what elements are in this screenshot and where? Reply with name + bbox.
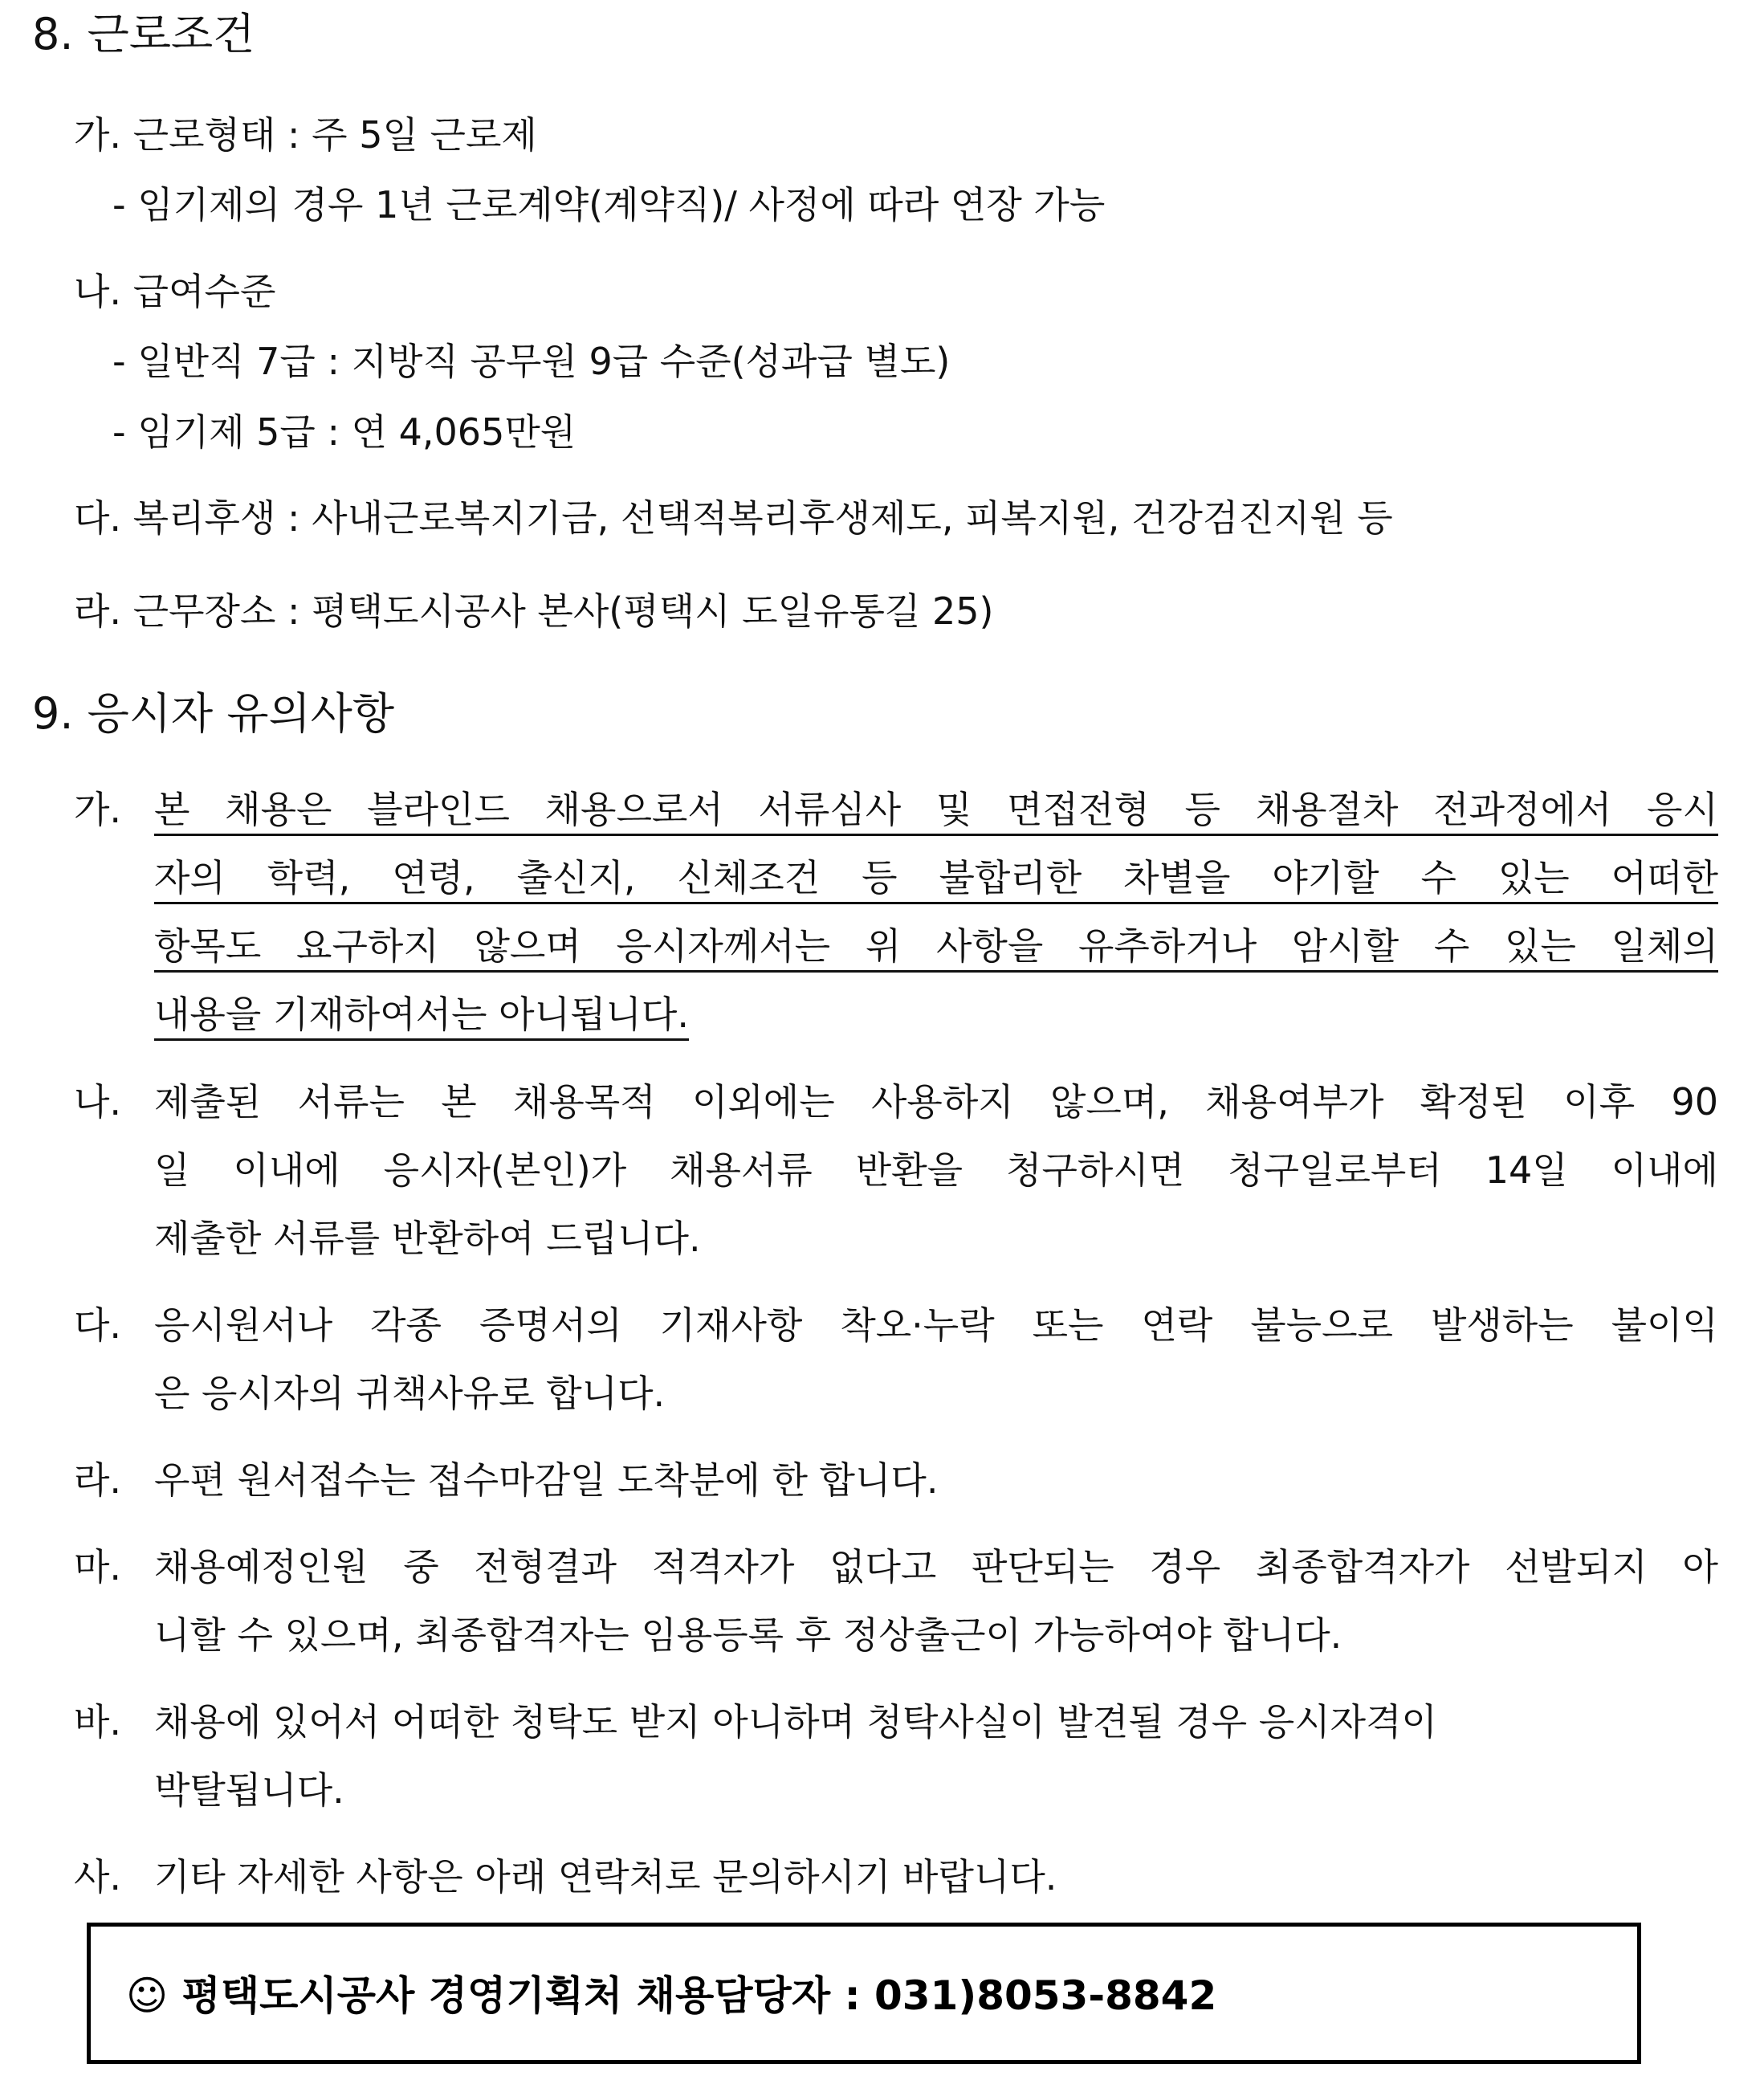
contact-line — [126, 1970, 1216, 2021]
section-9-marker-na: 나. — [74, 1080, 122, 1124]
smiley-icon: ☺ — [126, 1972, 169, 2019]
section-9-na-line-3: 제출한 서류를 반환하여 드립니다. — [154, 1217, 701, 1260]
section-9-ga-line-2: 자의 학력, 연령, 출신지, 신체조건 등 불합리한 차별을 야기할 수 있는 어떠한 — [154, 854, 1718, 904]
section-9-da-line-2: 은 응시자의 귀책사유로 합니다. — [154, 1372, 666, 1415]
section-9-marker-ma: 마. — [74, 1545, 122, 1588]
section-9-na-line-1: 제출된 서류는 본 채용목적 이외에는 사용하지 않으며, 채용여부가 확정된 이후 90 — [154, 1080, 1718, 1124]
section-8-item-da: 다. 복리후생 : 사내근로복지기금, 선택적복리후생제도, 피복지원, 건강검진지원 등 — [74, 496, 1393, 540]
section-9-ga-line-1: 본 채용은 블라인드 채용으로서 서류심사 및 면접전형 등 채용절차 전과정에서 응시 — [154, 785, 1718, 836]
section-9-ra-line-1: 우편 원서접수는 접수마감일 도착분에 한 합니다. — [154, 1458, 939, 1502]
section-8-item-ra: 라. 근무장소 : 평택도시공사 본사(평택시 도일유통길 25) — [74, 589, 994, 633]
section-9-ma-line-2: 니할 수 있으며, 최종합격자는 임용등록 후 정상출근이 가능하여야 합니다. — [154, 1613, 1342, 1657]
section-9-marker-sa: 사. — [74, 1855, 122, 1898]
section-9-ga-line-4: 내용을 기재하여서는 아니됩니다. — [154, 990, 689, 1041]
section-9-marker-ga: 가. — [74, 788, 122, 831]
section-9-da-line-1: 응시원서나 각종 증명서의 기재사항 착오·누락 또는 연락 불능으로 발생하는 불이익 — [154, 1303, 1718, 1347]
section-9-marker-ra: 라. — [74, 1458, 122, 1502]
section-9-ma-line-1: 채용예정인원 중 전형결과 적격자가 없다고 판단되는 경우 최종합격자가 선발되지 아 — [154, 1545, 1718, 1588]
section-8-item-na: 나. 급여수준 — [74, 270, 276, 313]
section-9-marker-da: 다. — [74, 1303, 122, 1347]
contact-box — [87, 1923, 1641, 2064]
section-8-item-ga: 가. 근로형태 : 주 5일 근로제 — [74, 113, 537, 157]
section-8-item-ga-sub: - 임기제의 경우 1년 근로계약(계약직)/ 사정에 따라 연장 가능 — [112, 183, 1106, 226]
section-9-ba-line-1: 채용에 있어서 어떠한 청탁도 받지 아니하며 청탁사실이 발견될 경우 응시자격이 — [154, 1700, 1437, 1743]
section-9-sa-line-1: 기타 자세한 사항은 아래 연락처로 문의하시기 바랍니다. — [154, 1855, 1057, 1898]
section-8-item-na-sub-1: - 일반직 7급 : 지방직 공무원 9급 수준(성과급 별도) — [112, 340, 951, 383]
section-8-item-na-sub-2: - 임기제 5급 : 연 4,065만원 — [112, 410, 576, 454]
section-8-title: 8. 근로조건 — [32, 9, 255, 59]
section-9-na-line-2: 일 이내에 응시자(본인)가 채용서류 반환을 청구하시면 청구일로부터 14일 이내에 — [154, 1148, 1718, 1192]
section-9-marker-ba: 바. — [74, 1700, 122, 1743]
section-9-ga-line-3: 항목도 요구하지 않으며 응시자께서는 위 사항을 유추하거나 암시할 수 있는 일체의 — [154, 922, 1718, 973]
contact-text: 평택도시공사 경영기획처 채용담당자 : 031)8053-8842 — [181, 1972, 1217, 2019]
section-9-title: 9. 응시자 유의사항 — [32, 688, 394, 739]
section-9-ba-line-2: 박탈됩니다. — [154, 1768, 344, 1812]
